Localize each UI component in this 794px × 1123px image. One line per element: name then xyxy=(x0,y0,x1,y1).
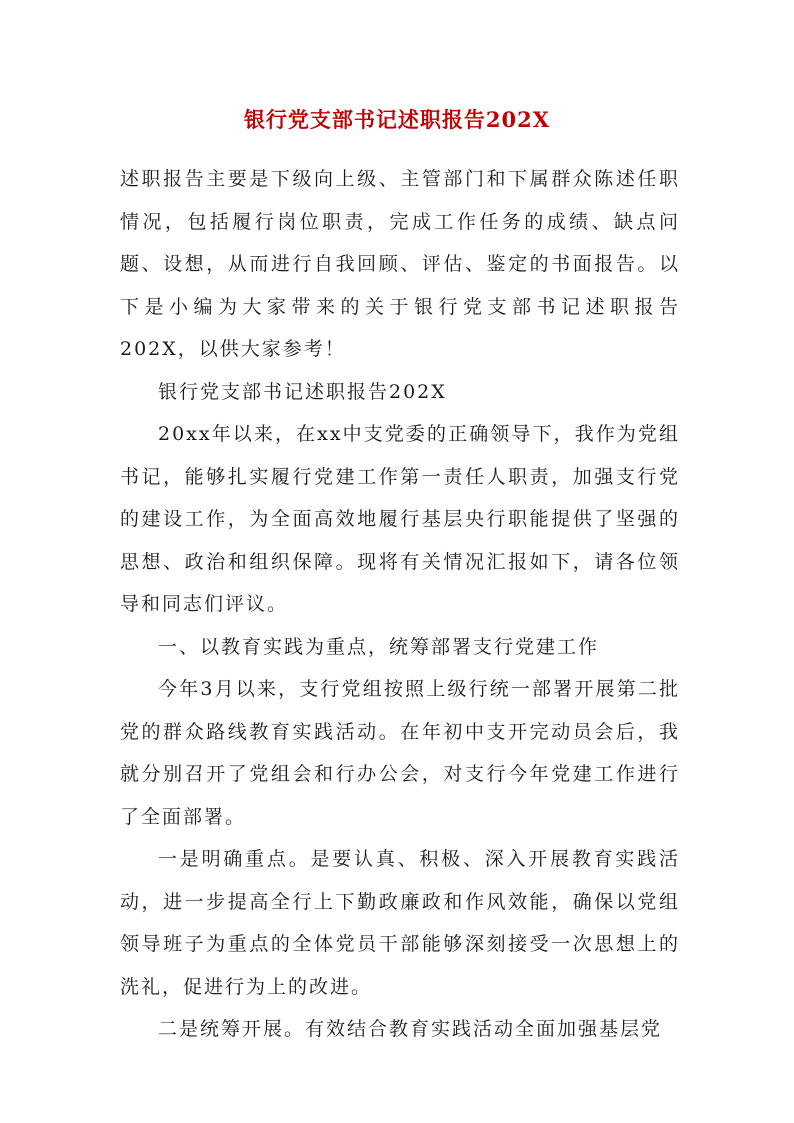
section-heading: 银行党支部书记述职报告202X xyxy=(158,380,447,403)
body-paragraph: 今年3月以来，支行党组按照上级行统一部署开展第二批党的群众路线教育实践活动。在年初中支开完动员会后，我就分别召开了党组会和行办公会，对支行今年党建工作进行了全面部署。 xyxy=(120,678,680,828)
section-heading: 一、以教育实践为重点，统筹部署支行党建工作 xyxy=(158,635,600,658)
body-paragraph: 20xx年以来，在xx中支党委的正确领导下，我作为党组书记，能够扎实履行党建工作第一责任人职责，加强支行党的建设工作，为全面高效地履行基层央行职能提供了坚强的思想、政治和组织保障。现将有关情况汇报如下，请各位领导和同志们评议。 xyxy=(120,423,680,615)
body-paragraph: 二是统筹开展。有效结合教育实践活动全面加强基层党 xyxy=(158,1018,663,1040)
document-body xyxy=(120,158,680,1051)
document-title: 银行党支部书记述职报告202X xyxy=(243,107,551,132)
intro-paragraph: 述职报告主要是下级向上级、主管部门和下属群众陈述任职情况，包括履行岗位职责，完成工作任务的成绩、缺点问题、设想，从而进行自我回顾、评估、鉴定的书面报告。以下是小编为大家带来的关于银行党支部书记述职报告202X，以供大家参考！ xyxy=(120,168,680,360)
body-paragraph: 一是明确重点。是要认真、积极、深入开展教育实践活动，进一步提高全行上下勤政廉政和作风效能，确保以党组领导班子为重点的全体党员干部能够深刻接受一次思想上的洗礼，促进行为上的改进。 xyxy=(120,848,680,998)
